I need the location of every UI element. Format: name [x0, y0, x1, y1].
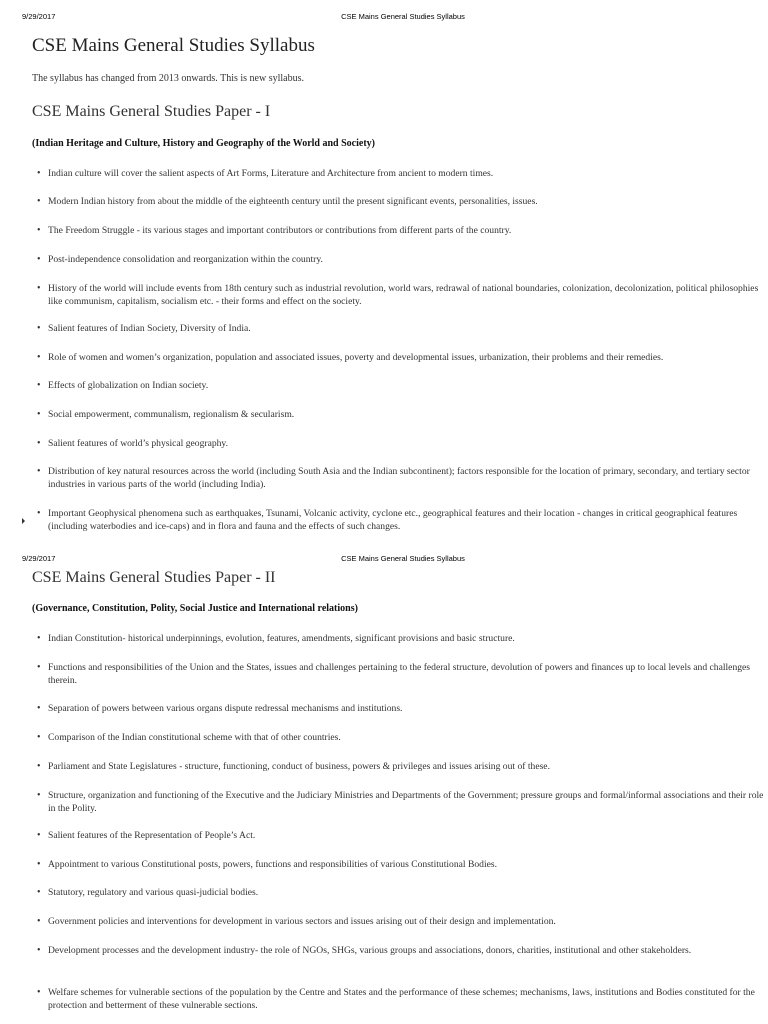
list-item: • Salient features of the Representation of People’s Act. [32, 829, 768, 842]
header-date: 9/29/2017 [22, 12, 56, 21]
list-item: • Distribution of key natural resources across the world (including South Asia and the Indian subcontinent); factors responsible for the location of primary, secondary, and tertiary sector industries in various parts of the world (including India). [32, 465, 768, 491]
list-item: • Government policies and interventions for development in various sectors and issues arising out of their design and implementation. [32, 915, 768, 928]
list-item: • Modern Indian history from about the middle of the eighteenth century until the present significant events, personalities, issues. [32, 195, 768, 208]
list-item: • Post-independence consolidation and reorganization within the country. [32, 253, 768, 266]
list-item: • Salient features of Indian Society, Diversity of India. [32, 322, 768, 335]
header-title: CSE Mains General Studies Syllabus [341, 554, 465, 563]
list-item: • History of the world will include events from 18th century such as industrial revolution, world wars, redrawal of national boundaries, colonization, decolonization, political philosophies like communism, capitalism, socialism etc. - their forms and effect on the society. [32, 282, 768, 308]
paper-heading: CSE Mains General Studies Paper - II [32, 569, 276, 586]
list-item: • Salient features of world’s physical geography. [32, 437, 768, 450]
list-item: • Statutory, regulatory and various quasi-judicial bodies. [32, 886, 768, 899]
list-item: • The Freedom Struggle - its various stages and important contributors or contributions from different parts of the country. [32, 224, 768, 237]
list-item: • Important Geophysical phenomena such as earthquakes, Tsunami, Volcanic activity, cyclone etc., geographical features and their location - changes in critical geographical features (including waterbodies and ice-caps) and in flora and fauna and the effects of such changes. [32, 507, 768, 533]
paper-heading: CSE Mains General Studies Paper - I [32, 103, 271, 120]
list-item: • Development processes and the development industry- the role of NGOs, SHGs, various groups and associations, donors, charities, institutional and other stakeholders. [32, 944, 768, 957]
list-item: • Separation of powers between various organs dispute redressal mechanisms and institutions. [32, 702, 768, 715]
list-item: • Effects of globalization on Indian society. [32, 379, 768, 392]
list-item: • Social empowerment, communalism, regionalism & secularism. [32, 408, 768, 421]
header-date: 9/29/2017 [22, 554, 56, 563]
paper-subtitle: (Governance, Constitution, Polity, Social Justice and International relations) [32, 603, 358, 614]
list-item: • Comparison of the Indian constitutional scheme with that of other countries. [32, 731, 768, 744]
list-item: • Appointment to various Constitutional posts, powers, functions and responsibilities of various Constitutional Bodies. [32, 858, 768, 871]
list-item: • Parliament and State Legislatures - structure, functioning, conduct of business, powers & privileges and issues arising out of these. [32, 760, 768, 773]
document-title: CSE Mains General Studies Syllabus [32, 35, 315, 56]
page-header [0, 554, 768, 568]
header-title: CSE Mains General Studies Syllabus [341, 12, 465, 21]
list-item: • Welfare schemes for vulnerable sections of the population by the Centre and States and the performance of these schemes; mechanisms, laws, institutions and Bodies constituted for the protection and betterment of these vulnerable sections. [32, 986, 768, 1012]
intro-text: The syllabus has changed from 2013 onwards. This is new syllabus. [32, 73, 304, 84]
list-item: • Role of women and women’s organization, population and associated issues, poverty and developmental issues, urbanization, their problems and their remedies. [32, 351, 768, 364]
list-item: • Structure, organization and functioning of the Executive and the Judiciary Ministries and Departments of the Government; pressure groups and formal/informal associations and their role in the Polity. [32, 789, 768, 815]
list-item: • Functions and responsibilities of the Union and the States, issues and challenges pertaining to the federal structure, devolution of powers and finances up to local levels and challenges therein. [32, 661, 768, 687]
page-header [0, 12, 768, 26]
list-item: • Indian culture will cover the salient aspects of Art Forms, Literature and Architecture from ancient to modern times. [32, 167, 768, 180]
cursor-icon [22, 518, 25, 524]
list-item: • Indian Constitution- historical underpinnings, evolution, features, amendments, significant provisions and basic structure. [32, 632, 768, 645]
paper-subtitle: (Indian Heritage and Culture, History and Geography of the World and Society) [32, 138, 375, 149]
